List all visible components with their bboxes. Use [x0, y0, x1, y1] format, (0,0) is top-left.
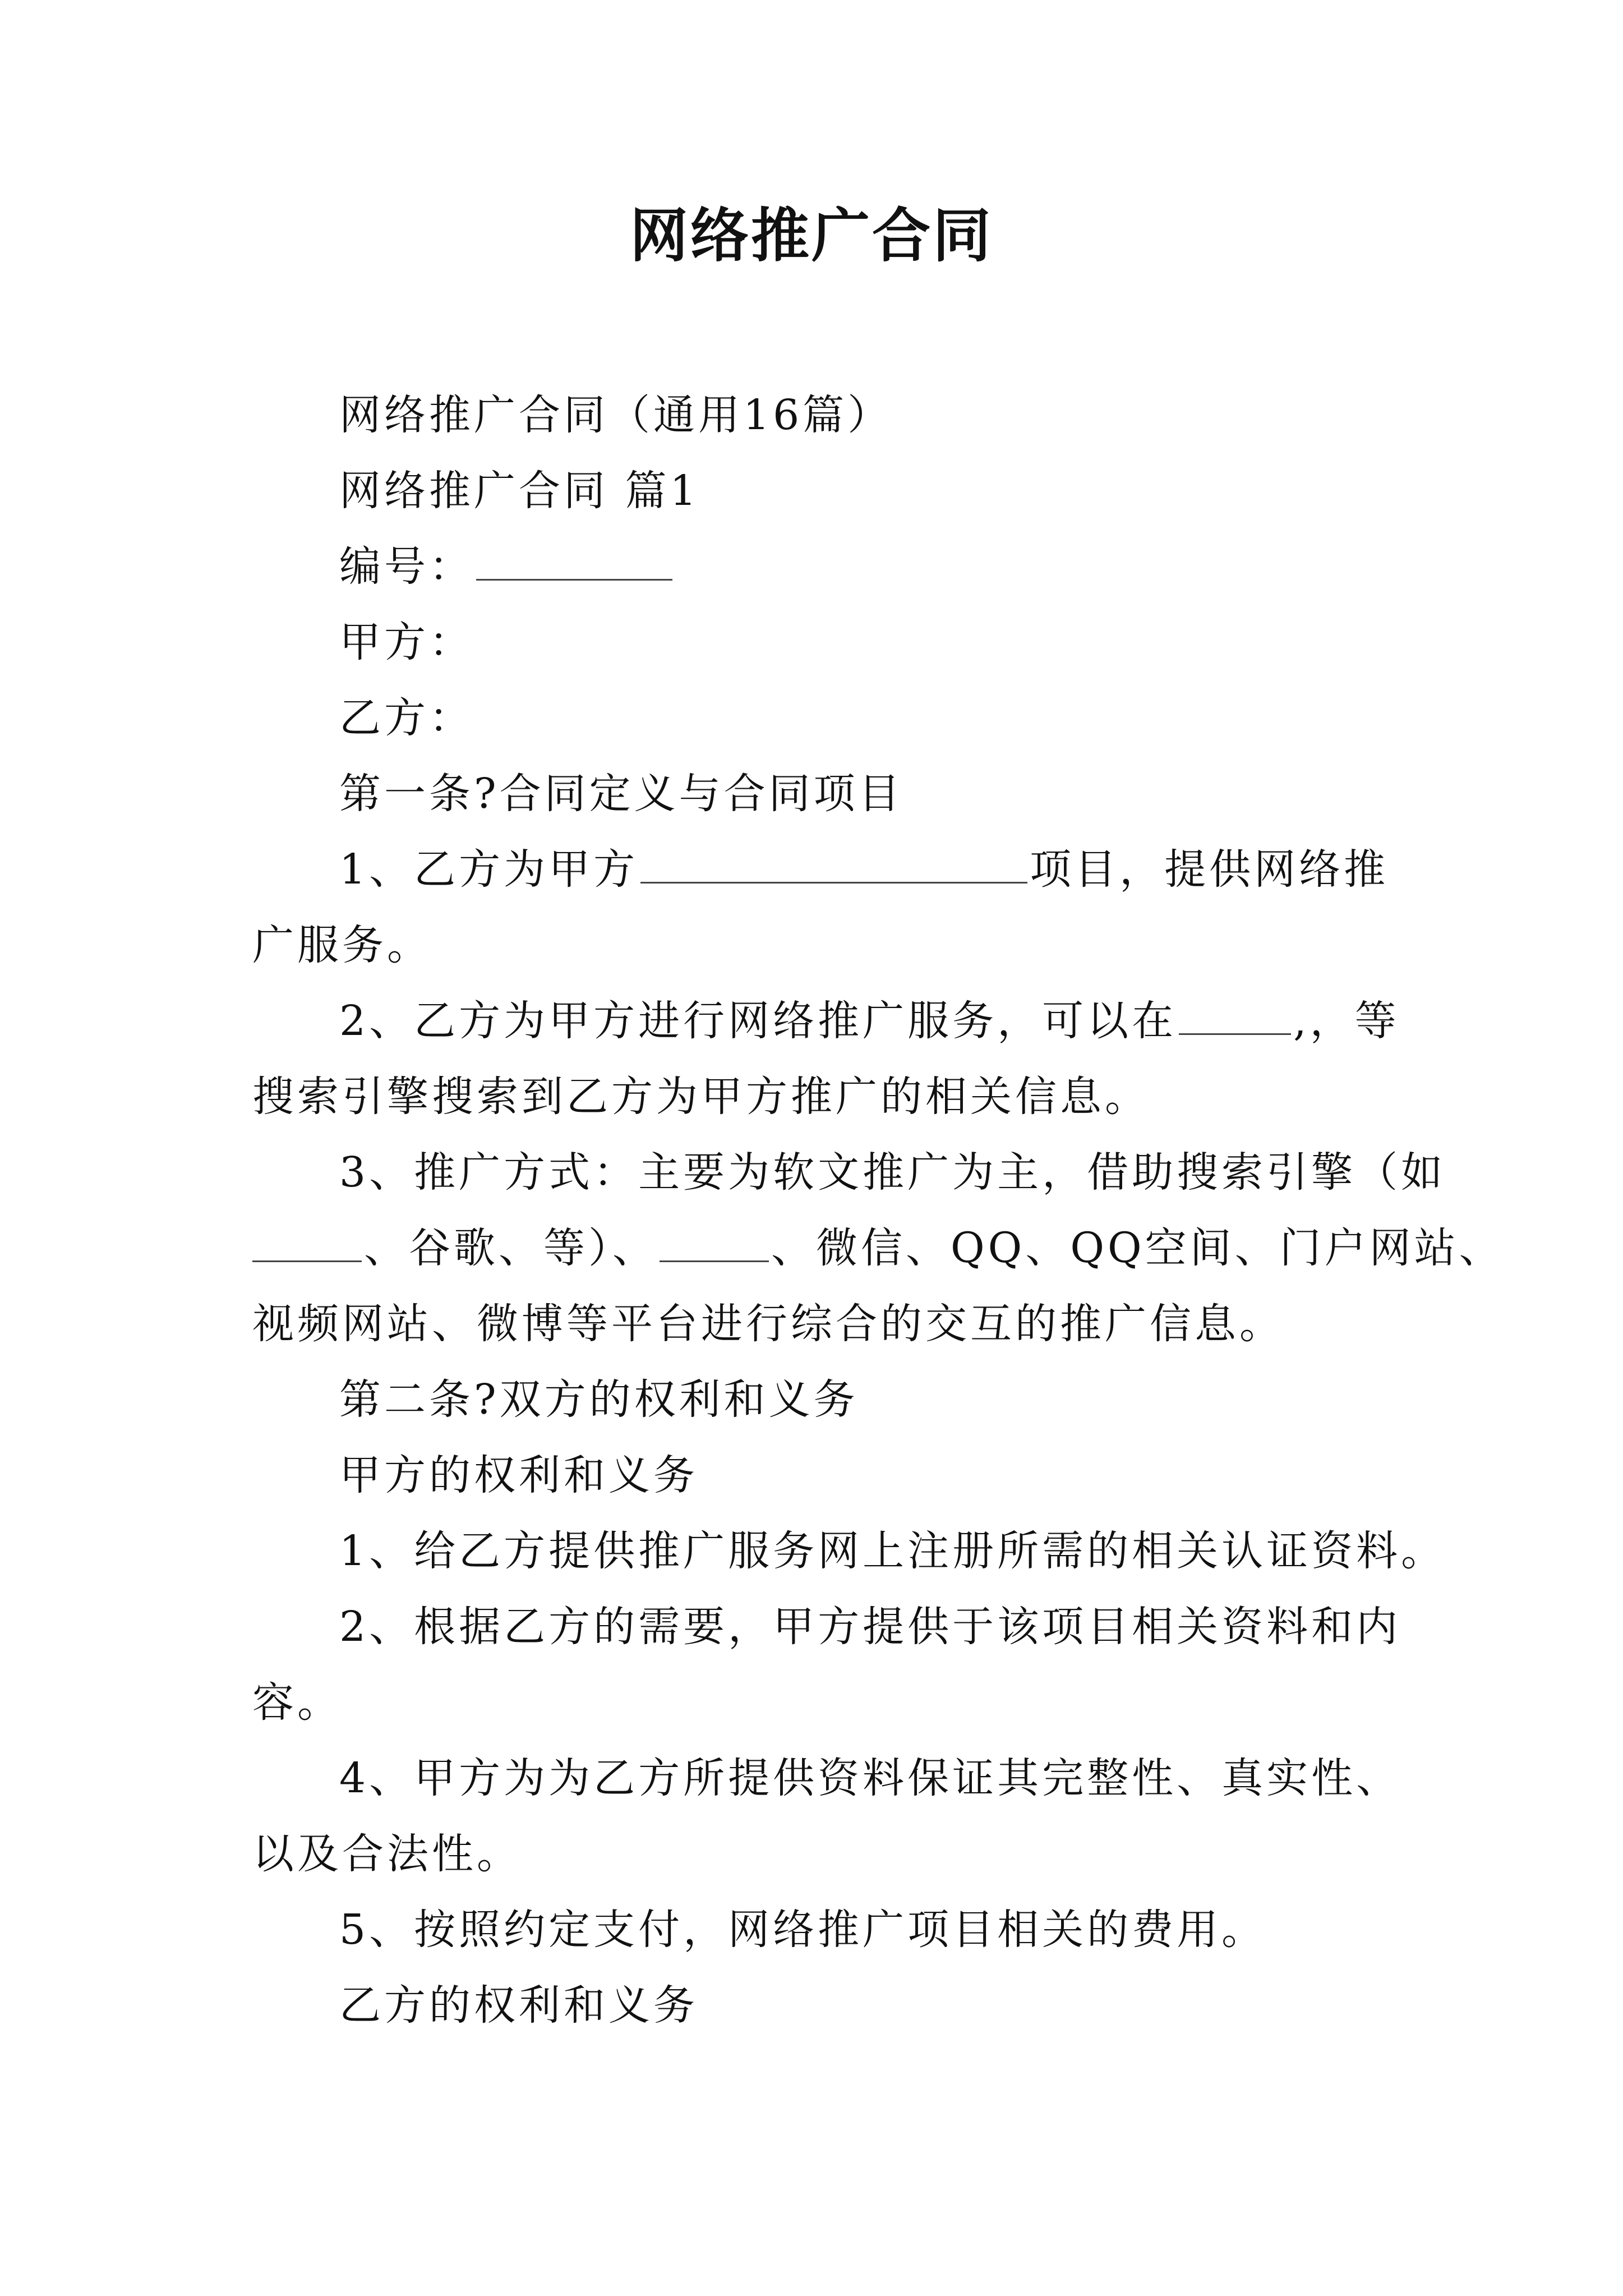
party-a-field: 甲方： — [339, 618, 474, 666]
paragraph-line: 4、甲方为为乙方所提供资料保证其完整性、真实性、 — [339, 1754, 1401, 1802]
paragraph-line: 、谷歌、等）、 、微信、QQ、QQ空间、门户网站、 — [252, 1220, 1504, 1276]
paragraph-line: 1、乙方为甲方 项目，提供网络推 — [339, 841, 1389, 898]
blank-line — [660, 1221, 769, 1262]
section-heading: 网络推广合同 篇1 — [339, 467, 700, 515]
blank-line — [476, 540, 672, 581]
paragraph-line: 1、给乙方提供推广服务网上注册所需的相关认证资料。 — [339, 1527, 1446, 1575]
paragraph-line: 2、根据乙方的需要，甲方提供于该项目相关资料和内 — [339, 1603, 1401, 1651]
subsection-heading: 甲方的权利和义务 — [339, 1451, 698, 1499]
contract-number-field — [339, 539, 675, 595]
document-title: 网络推广合同 — [629, 201, 993, 270]
article-heading: 第一条?合同定义与合同项目 — [339, 770, 903, 818]
paragraph-line: 2、乙方为甲方进行网络推广服务，可以在 ,，等 — [339, 993, 1400, 1049]
paragraph-line: 以及合法性。 — [252, 1830, 522, 1878]
paragraph-line: 容。 — [252, 1678, 342, 1727]
paragraph-line: 视频网站、微博等平台进行综合的交互的推广信息。 — [252, 1300, 1284, 1348]
article-heading: 第二条?双方的权利和义务 — [339, 1375, 859, 1424]
document-subtitle: 网络推广合同（通用16篇） — [339, 391, 893, 439]
field-label: 编号： — [339, 542, 474, 591]
paragraph-line: 3、推广方式：主要为软文推广为主，借助搜索引擎（如 — [339, 1148, 1446, 1197]
paragraph-line: 5、按照约定支付，网络推广项目相关的费用。 — [339, 1906, 1267, 1954]
blank-line — [252, 1221, 362, 1262]
blank-line — [640, 843, 1027, 884]
paragraph-line: 广服务。 — [252, 921, 432, 969]
blank-line — [1179, 994, 1291, 1035]
paragraph-line: 搜索引擎搜索到乙方为甲方推广的相关信息。 — [252, 1073, 1150, 1121]
subsection-heading: 乙方的权利和义务 — [339, 1981, 698, 2030]
party-b-field: 乙方： — [339, 694, 474, 742]
